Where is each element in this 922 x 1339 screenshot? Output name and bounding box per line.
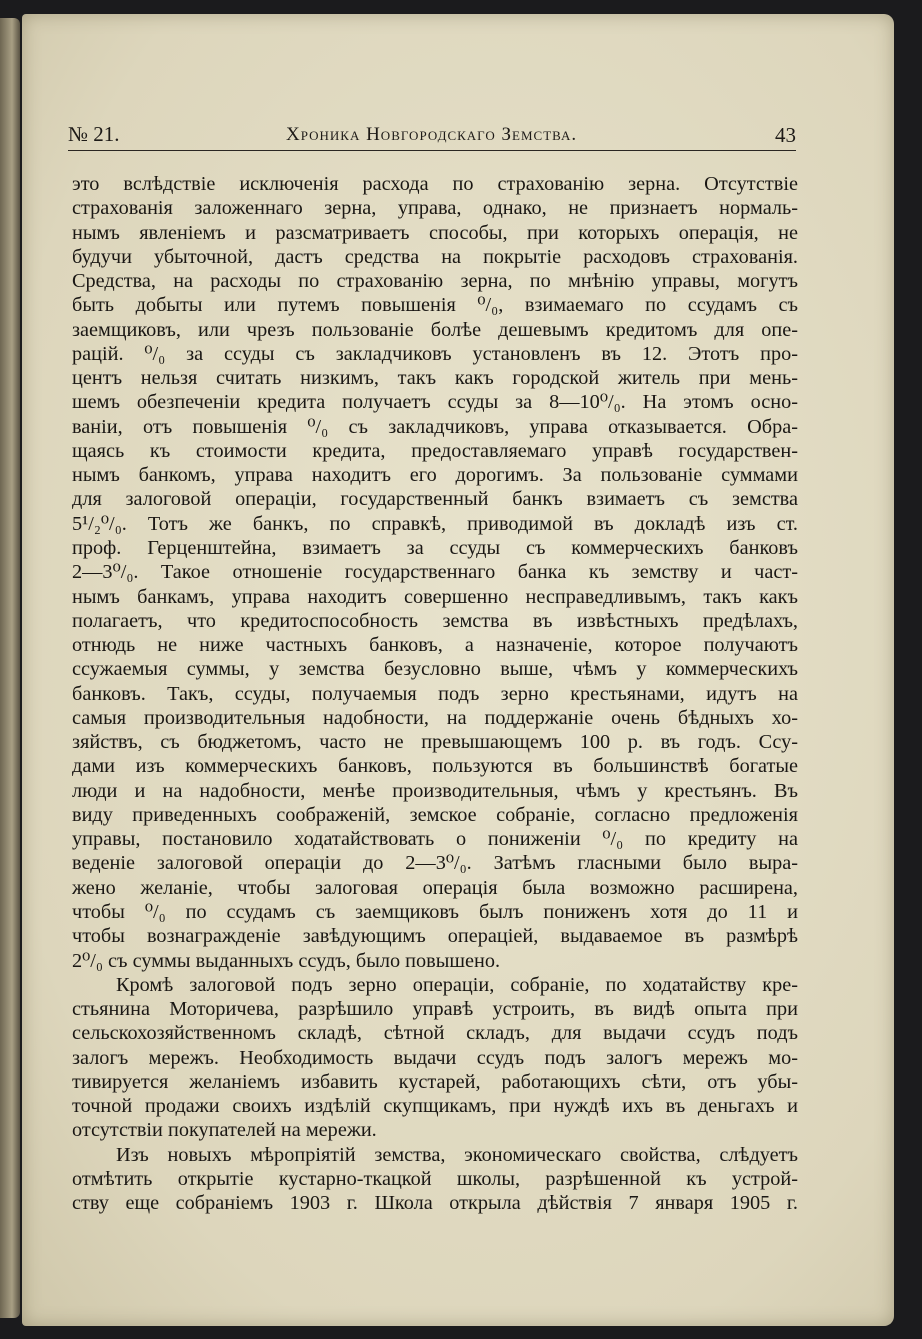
text-line: ваніи, отъ повышенія ⁰/₀ съ закладчиковъ, управа отказывается. Обра- (72, 415, 798, 438)
text-line: рацій. ⁰/₀ за ссуды съ закладчиковъ установленъ въ 12. Этотъ про- (72, 342, 798, 365)
text-line: сельскохозяйственномъ складѣ, сѣтной складъ, для выдачи ссудъ подъ (72, 1022, 798, 1045)
page-number: 43 (775, 123, 796, 147)
text-line: Средства, на расходы по страхованію зерна, по мнѣнію управы, могутъ (72, 270, 798, 293)
text-line: ству еще собраніемъ 1903 г. Школа открыла дѣйствія 7 января 1905 г. (72, 1192, 798, 1215)
running-title: Хроника Новгородскаго Земства. (286, 124, 578, 145)
text-line: будучи убыточной, дастъ средства на покрытіе расходовъ страхованія. (72, 245, 798, 268)
text-line: проф. Герценштейна, взимаетъ за ссуды съ коммерческихъ банковъ (72, 536, 798, 559)
text-line: управы, постановило ходатайствовать о пониженіи ⁰/₀ по кредиту на (72, 828, 798, 851)
text-line: тивируется желаніемъ избавить кустарей, работающихъ сѣти, отъ убы- (72, 1070, 798, 1093)
running-head (68, 120, 796, 151)
text-line: стьянина Моторичева, разрѣшило управѣ устроить, въ видѣ опыта при (72, 998, 798, 1021)
issue-number: № 21. (68, 122, 120, 146)
text-line: отнюдь не ниже частныхъ банковъ, а назначеніе, которое получаютъ (72, 634, 798, 657)
body-text (72, 172, 798, 1215)
text-line: ссужаемыя суммы, у земства безусловно выше, чѣмъ у коммерческихъ (72, 658, 798, 681)
text-line: заемщиковъ, или чрезъ пользованіе болѣе дешевымъ кредитомъ для опе- (72, 318, 798, 341)
previous-page-edge (0, 18, 20, 1318)
text-line: полагаетъ, что кредитоспособность земства въ извѣстныхъ предѣлахъ, (72, 609, 798, 632)
text-line: для залоговой операціи, государственный банкъ взимаетъ съ земства (72, 488, 798, 511)
text-line: залогъ мережъ. Необходимость выдачи ссудъ подъ залогъ мережъ мо- (72, 1046, 798, 1069)
text-line: веденіе залоговой операціи до 2—3⁰/₀. Затѣмъ гласными было выра- (72, 852, 798, 875)
text-line: Кромѣ залоговой подъ зерно операціи, собраніе, по ходатайству кре- (116, 973, 798, 996)
text-line: 2—3⁰/₀. Такое отношеніе государственнаго банка къ земству и част- (72, 561, 798, 584)
text-line: щаясь къ стоимости кредита, предоставляемаго управѣ государствен- (72, 439, 798, 462)
text-line: 5¹/₂⁰/₀. Тотъ же банкъ, по справкѣ, приводимой въ докладѣ изъ ст. (72, 512, 798, 535)
text-line: банковъ. Такъ, ссуды, получаемыя подъ зерно крестьянами, идутъ на (72, 682, 798, 705)
text-line: отсутствіи покупателей на мережи. (72, 1119, 377, 1142)
text-line: зяйствъ, съ бюджетомъ, часто не превышающемъ 100 р. въ годъ. Ссу- (72, 731, 798, 754)
text-line: виду приведенныхъ соображеній, земское собраніе, согласно предложенія (72, 803, 798, 826)
text-line: отмѣтить открытіе кустарно-ткацкой школы, разрѣшенной къ устрой- (72, 1167, 798, 1190)
text-line: жено желаніе, чтобы залоговая операція была возможно расширена, (72, 876, 798, 899)
text-line: самыя производительныя надобности, на поддержаніе очень бѣдныхъ хо- (72, 706, 798, 729)
text-line: быть добыты или путемъ повышенія ⁰/₀, взимаемаго по ссудамъ съ (72, 294, 798, 317)
text-line: центъ нельзя считать низкимъ, такъ какъ городской житель при мень- (72, 367, 798, 390)
text-line: нымъ банкамъ, управа находитъ совершенно несправедливымъ, такъ какъ (72, 585, 798, 608)
text-line: дами изъ коммерческихъ банковъ, пользуются въ большинствѣ богатые (72, 755, 798, 778)
text-line: нымъ явленіемъ и разсматриваетъ способы, при которыхъ операція, не (72, 221, 798, 244)
text-line: страхованія заложеннаго зерна, управа, однако, не признаетъ нормаль- (72, 197, 798, 220)
text-line: Изъ новыхъ мѣропріятій земства, экономическаго свойства, слѣдуетъ (116, 1143, 798, 1166)
text-line: нымъ банкомъ, управа находитъ его дорогимъ. За пользованіе суммами (72, 464, 798, 487)
text-line: чтобы вознагражденіе завѣдующимъ операціей, выдаваемое въ размѣрѣ (72, 925, 798, 948)
text-line: чтобы ⁰/₀ по ссудамъ съ заемщиковъ былъ пониженъ хотя до 11 и (72, 900, 798, 923)
text-line: люди и на надобности, менѣе производительныя, чѣмъ у крестьянъ. Въ (72, 779, 798, 802)
text-line: точной продажи своихъ издѣлій скупщикамъ, при нуждѣ ихъ въ деньгахъ и (72, 1095, 798, 1118)
text-line: это вслѣдствіе исключенія расхода по страхованію зерна. Отсутствіе (72, 173, 798, 195)
text-line: шемъ обезпеченіи кредита получаетъ ссуды за 8—10⁰/₀. На этомъ осно- (72, 391, 798, 414)
text-line: 2⁰/₀ съ суммы выданныхъ ссудъ, было повышено. (72, 949, 501, 972)
